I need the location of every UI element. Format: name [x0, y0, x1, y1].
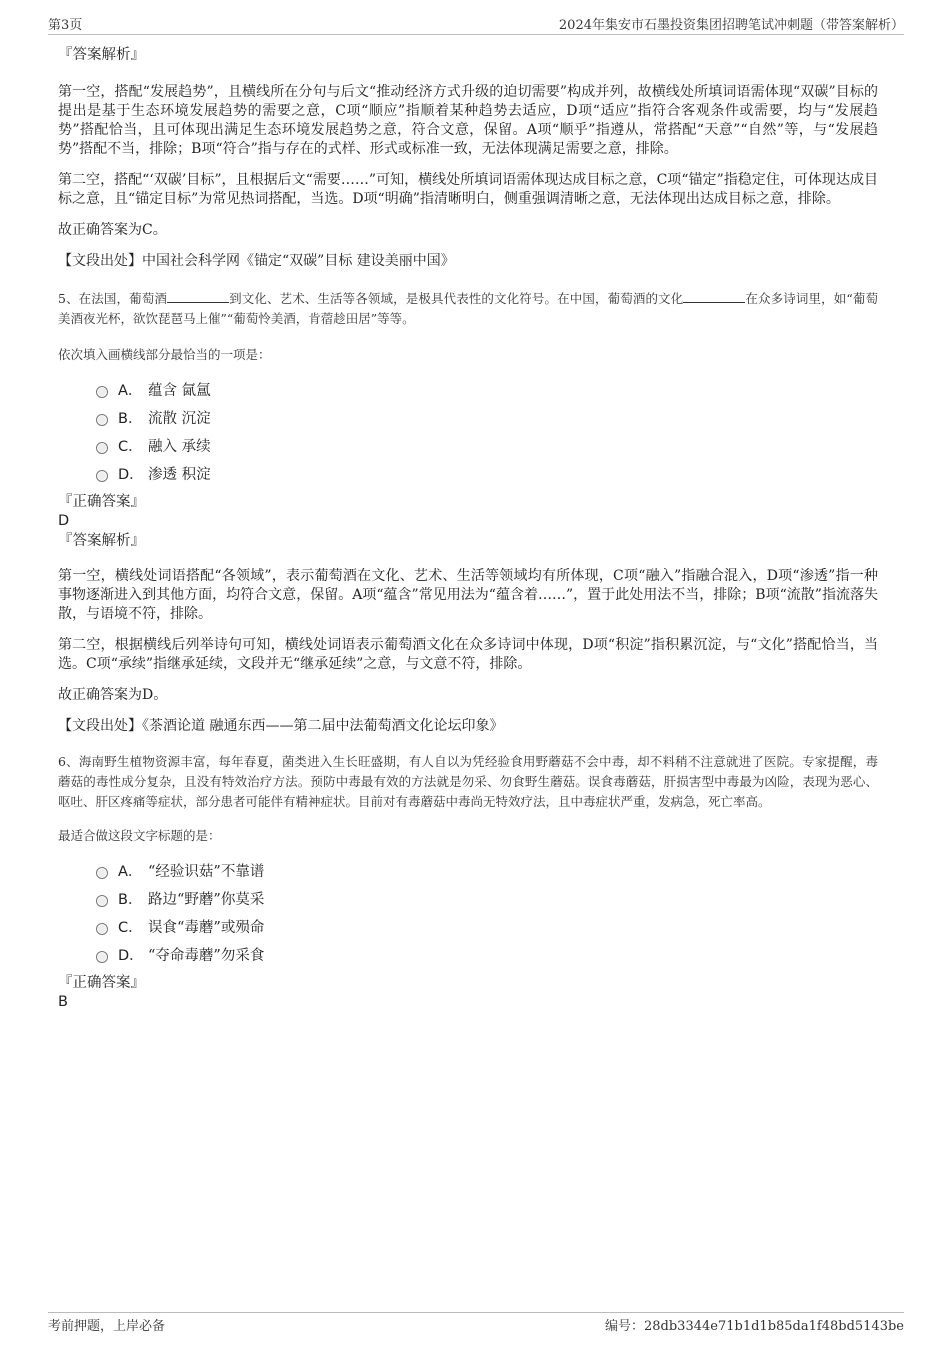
- q5-correct-answer: D: [58, 513, 70, 529]
- q6-correct-answer: B: [58, 994, 68, 1010]
- radio-icon[interactable]: [96, 470, 108, 482]
- q5-blank-1: [167, 290, 229, 303]
- q5-option-c[interactable]: C． 融入 承续: [58, 431, 878, 459]
- q5-text-c: 在众多诗词里，如“葡萄美酒夜光杯，欲饮琵琶马上催”“葡萄怜美酒，肯蓿趁田居”等等。: [58, 291, 878, 326]
- q5-prompt: 依次填入画横线部分最恰当的一项是：: [58, 347, 271, 362]
- q6-option-d[interactable]: D． “夺命毒蘑”勿采食: [58, 940, 878, 968]
- radio-icon[interactable]: [96, 923, 108, 935]
- radio-icon[interactable]: [96, 951, 108, 963]
- footer-code: 编号：28db3344e71b1d1b85da1f48bd5143be: [605, 1319, 904, 1334]
- q6-option-c[interactable]: C． 误食“毒蘑”或殒命: [58, 912, 878, 940]
- q6-question-text: 6、海南野生植物资源丰富，每年春夏，菌类进入生长旺盛期，有人自以为凭经验食用野蘑菇不会中毒，却不料稍不注意就进了医院。专家提醒，毒蘑菇的毒性成分复杂，且没有特效治疗方法。预防中毒最有效的方法就是勿采、勿食野生蘑菇。误食毒蘑菇，肝损害型中毒最为凶险，表现为恶心、呕吐、肝区疼痛等症状，部分患者可能伴有精神症状。目前对有毒蘑菇中毒尚无特效疗法，且中毒症状严重，发病急，死亡率高。: [58, 754, 878, 809]
- q6-option-a[interactable]: A． “经验识菇”不靠谱: [58, 856, 878, 884]
- q5-text-b: 到文化、艺术、生活等各领域，是极具代表性的文化符号。在中国，葡萄酒的文化: [229, 291, 684, 306]
- page-footer: [48, 1312, 904, 1334]
- q5-correct-label: 『正确答案』: [58, 494, 145, 510]
- q5-analysis-para1: 第一空，横线处词语搭配“各领域”，表示葡萄酒在文化、艺术、生活等领域均有所体现，C项“融入”指融合混入，D项“渗透”指一种事物逐渐进入到其他方面，均符合文意，保留。A项“蕴含”常见用法为“蕴含着……”，置于此处用法不当，排除；B项“流散”指流落失散，与语境不符，排除。: [58, 568, 878, 622]
- q6-correct-label: 『正确答案』: [58, 975, 145, 991]
- radio-icon[interactable]: [96, 442, 108, 454]
- radio-icon[interactable]: [96, 867, 108, 879]
- q6-options: [58, 856, 878, 968]
- q4-conclusion: 故正确答案为C。: [58, 222, 167, 238]
- document-title: 2024年集安市石墨投资集团招聘笔试冲刺题（带答案解析）: [558, 18, 904, 33]
- q5-option-b[interactable]: B． 流散 沉淀: [58, 403, 878, 431]
- q4-analysis-para1: 第一空，搭配“发展趋势”，且横线所在分句与后文“推动经济方式升级的迫切需要”构成并列，故横线处所填词语需体现“双碳”目标的提出是基于生态环境发展趋势的需要之意，C项“顺应”指顺着某种趋势去适应，D项“适应”指符合客观条件或需要，均与“发展趋势”搭配恰当，且可体现出满足生态环境发展趋势之意，符合文意，保留。A项“顺乎”指遵从，常搭配“天意”“自然”等，与“发展趋势”搭配不当，排除；B项“符合”指与存在的式样、形式或标准一致，无法体现满足需要之意，排除。: [58, 84, 878, 157]
- q5-text-a: 5、在法国，葡萄酒: [58, 291, 167, 306]
- q5-question-text: [58, 289, 878, 329]
- q4-source: 【文段出处】中国社会科学网《锚定“双碳”目标 建设美丽中国》: [58, 253, 455, 269]
- q4-analysis-label: 『答案解析』: [58, 47, 145, 63]
- q5-option-d[interactable]: D． 渗透 积淀: [58, 459, 878, 487]
- q5-analysis-para2: 第二空，根据横线后列举诗句可知，横线处词语表示葡萄酒文化在众多诗词中体现，D项“积淀”指积累沉淀，与“文化”搭配恰当，当选。C项“承续”指继承延续，文段并无“继承延续”之意，与文意不符，排除。: [58, 637, 878, 672]
- q5-blank-2: [683, 290, 745, 303]
- q5-analysis-label: 『答案解析』: [58, 533, 145, 549]
- q6-option-b[interactable]: B． 路边“野蘑”你莫采: [58, 884, 878, 912]
- radio-icon[interactable]: [96, 414, 108, 426]
- radio-icon[interactable]: [96, 895, 108, 907]
- page-number: 第3页: [48, 18, 83, 33]
- q5-source: 【文段出处】《茶酒论道 融通东西——第二届中法葡萄酒文化论坛印象》: [58, 718, 504, 734]
- q5-option-a[interactable]: A． 蕴含 氤氲: [58, 375, 878, 403]
- q5-options: [58, 375, 878, 487]
- main-content: [58, 46, 878, 1011]
- page-header: [48, 14, 904, 35]
- radio-icon[interactable]: [96, 386, 108, 398]
- q4-analysis-para2: 第二空，搭配“‘双碳’目标”，且根据后文“需要……”可知，横线处所填词语需体现达成目标之意，C项“锚定”指稳定住，可体现达成目标之意，且“锚定目标”为常见热词搭配，当选。D项“明确”指清晰明白，侧重强调清晰之意，无法体现出达成目标之意，排除。: [58, 172, 878, 207]
- footer-slogan: 考前押题，上岸必备: [48, 1319, 166, 1334]
- q6-prompt: 最适合做这段文字标题的是：: [58, 828, 221, 843]
- q5-conclusion: 故正确答案为D。: [58, 687, 168, 703]
